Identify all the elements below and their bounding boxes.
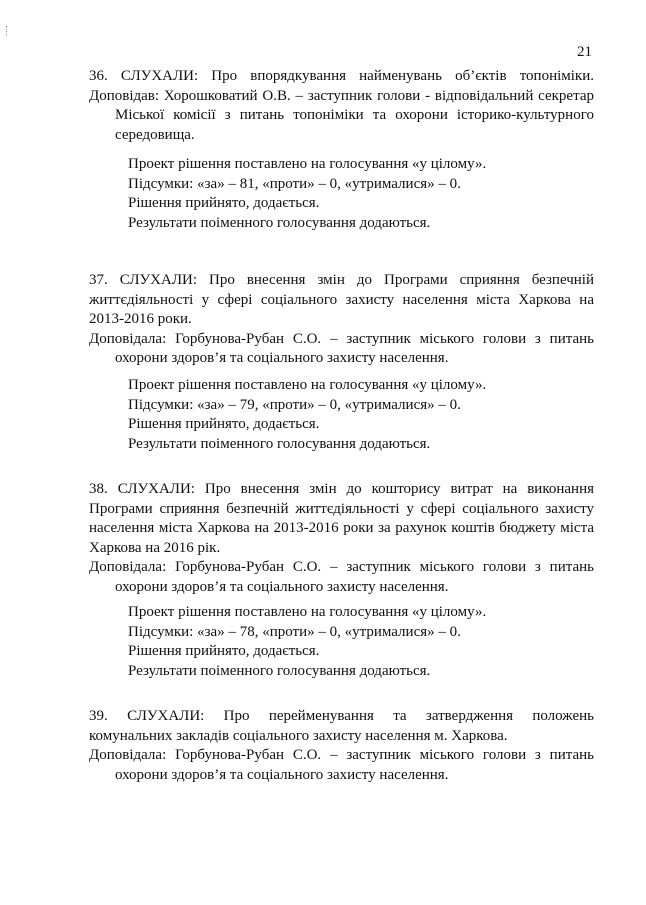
- heard-line: 37. СЛУХАЛИ: Про внесення змін до Програми сприяння безпечній: [89, 272, 594, 288]
- vote-line: Результати поіменного голосування додаються.: [128, 214, 431, 231]
- heard-line: комунальних закладів соціального захисту населення м. Харкова.: [89, 727, 508, 744]
- reporter-line: Міської комісії з питань топоніміки та охорони історико-культурного: [115, 107, 594, 123]
- vote-block-36: [128, 155, 598, 233]
- scan-edge-mark: [6, 26, 9, 36]
- heard-line: Харкова на 2016 рік.: [89, 539, 221, 556]
- reporter-line: Доповідала: Горбунова-Рубан С.О. – заступник міського голови з питань: [89, 559, 594, 575]
- agenda-item-39: [89, 707, 594, 785]
- reporter-line: Доповідав: Хорошковатий О.В. – заступник голови - відповідальний секретар: [89, 87, 594, 104]
- vote-line: Результати поіменного голосування додаються.: [128, 662, 431, 679]
- vote-line: Підсумки: «за» – 81, «проти» – 0, «утрималися» – 0.: [128, 175, 461, 192]
- vote-line: Рішення прийнято, додається.: [128, 195, 320, 211]
- reporter-line: охорони здоров’я та соціального захисту населення.: [115, 350, 449, 366]
- page-number: 21: [577, 44, 592, 60]
- reporter-line: Доповідала: Горбунова-Рубан С.О. – заступник міського голови з питань: [89, 330, 594, 347]
- vote-line: Проект рішення поставлено на голосування «у цілому».: [128, 377, 487, 393]
- reporter-line: середовища.: [115, 126, 195, 143]
- vote-line: Проект рішення поставлено на голосування «у цілому».: [128, 156, 487, 172]
- heard-line: 38. СЛУХАЛИ: Про внесення змін до кошторису витрат на виконання: [89, 481, 594, 497]
- agenda-item-38: [89, 480, 594, 597]
- vote-line: Рішення прийнято, додається.: [128, 416, 320, 432]
- heard-line: 39. СЛУХАЛИ: Про перейменування та затвердження положень: [89, 708, 594, 724]
- agenda-item-36: [89, 67, 594, 145]
- vote-line: Рішення прийнято, додається.: [128, 643, 320, 659]
- reporter-line: Доповідала: Горбунова-Рубан С.О. – заступник міського голови з питань: [89, 747, 594, 763]
- vote-block-38: [128, 603, 598, 681]
- vote-line: Підсумки: «за» – 79, «проти» – 0, «утрималися» – 0.: [128, 396, 461, 413]
- vote-line: Проект рішення поставлено на голосування «у цілому».: [128, 604, 487, 620]
- heard-line: життєдіяльності у сфері соціального захисту населення міста Харкова на: [89, 291, 594, 308]
- reporter-line: охорони здоров’я та соціального захисту населення.: [115, 766, 449, 783]
- vote-line: Результати поіменного голосування додаються.: [128, 435, 431, 452]
- heard-line: Програми сприяння безпечній життєдіяльності у сфері соціального захисту: [89, 500, 594, 517]
- vote-line: Підсумки: «за» – 78, «проти» – 0, «утрималися» – 0.: [128, 623, 461, 640]
- agenda-item-37: [89, 271, 594, 369]
- heard-line: населення міста Харкова на 2013-2016 роки за рахунок коштів бюджету міста: [89, 520, 594, 536]
- vote-block-37: [128, 376, 598, 454]
- heard-line: 2013-2016 роки.: [89, 311, 192, 327]
- reporter-line: охорони здоров’я та соціального захисту населення.: [115, 578, 449, 595]
- heard-line: 36. СЛУХАЛИ: Про впорядкування найменувань об’єктів топоніміки.: [89, 68, 594, 84]
